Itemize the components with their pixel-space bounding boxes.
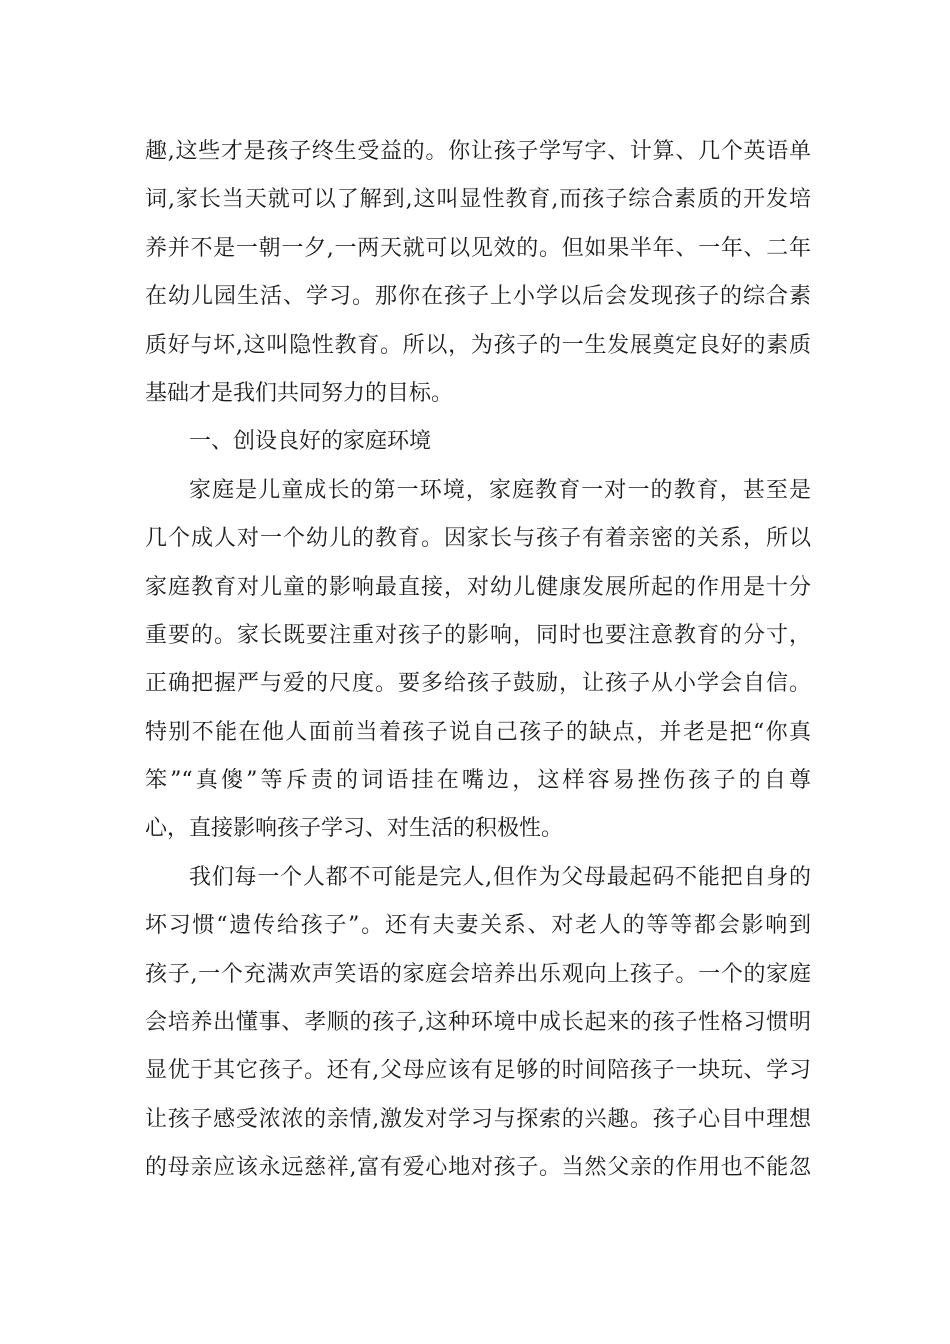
text-line: 在幼儿园生活、学习。那你在孩子上小学以后会发现孩子的综合素 (145, 284, 811, 310)
text-line: 家庭是儿童成长的第一环境，家庭教育一对一的教育，甚至是 (189, 477, 811, 503)
text-line: 养并不是一朝一夕,一两天就可以见效的。但如果半年、一年、二年 (145, 235, 811, 261)
text-line: 家庭教育对儿童的影响最直接，对幼儿健康发展所起的作用是十分 (145, 574, 811, 600)
text-line: 几个成人对一个幼儿的教育。因家长与孩子有着亲密的关系，所以 (145, 526, 811, 552)
text-line: 坏习惯“遗传给孩子”。还有夫妻关系、对老人的等等都会影响到 (145, 913, 811, 939)
text-line: 趣,这些才是孩子终生受益的。你让孩子学写字、计算、几个英语单 (145, 139, 811, 164)
text-line: 孩子,一个充满欢声笑语的家庭会培养出乐观向上孩子。一个的家庭 (145, 961, 811, 987)
section-heading: 一、创设良好的家庭环境 (189, 429, 432, 455)
text-line: 显优于其它孩子。还有,父母应该有足够的时间陪孩子一块玩、学习 (145, 1058, 811, 1084)
text-line: 笨”“真傻”等斥责的词语挂在嘴边，这样容易挫伤孩子的自尊 (145, 768, 811, 794)
text-line: 基础才是我们共同努力的目标。 (145, 380, 454, 406)
text-line: 我们每一个人都不可能是完人,但作为父母最起码不能把自身的 (189, 864, 811, 890)
text-line: 重要的。家长既要注重对孩子的影响，同时也要注意教育的分寸， (145, 622, 811, 648)
text-line: 会培养出懂事、孝顺的孩子,这种环境中成长起来的孩子性格习惯明 (145, 1010, 811, 1036)
text-line: 让孩子感受浓浓的亲情,激发对学习与探索的兴趣。孩子心目中理想 (145, 1106, 811, 1132)
body-text (145, 128, 811, 1193)
text-line: 质好与坏,这叫隐性教育。所以，为孩子的一生发展奠定良好的素质 (145, 332, 811, 358)
text-line: 正确把握严与爱的尺度。要多给孩子鼓励，让孩子从小学会自信。 (145, 671, 811, 697)
text-line: 心，直接影响孩子学习、对生活的积极性。 (145, 816, 564, 842)
text-line: 词,家长当天就可以了解到,这叫显性教育,而孩子综合素质的开发培 (145, 187, 811, 213)
text-line: 特别不能在他人面前当着孩子说自己孩子的缺点，并老是把“你真 (145, 719, 811, 745)
text-line: 的母亲应该永远慈祥,富有爱心地对孩子。当然父亲的作用也不能忽 (145, 1155, 811, 1181)
